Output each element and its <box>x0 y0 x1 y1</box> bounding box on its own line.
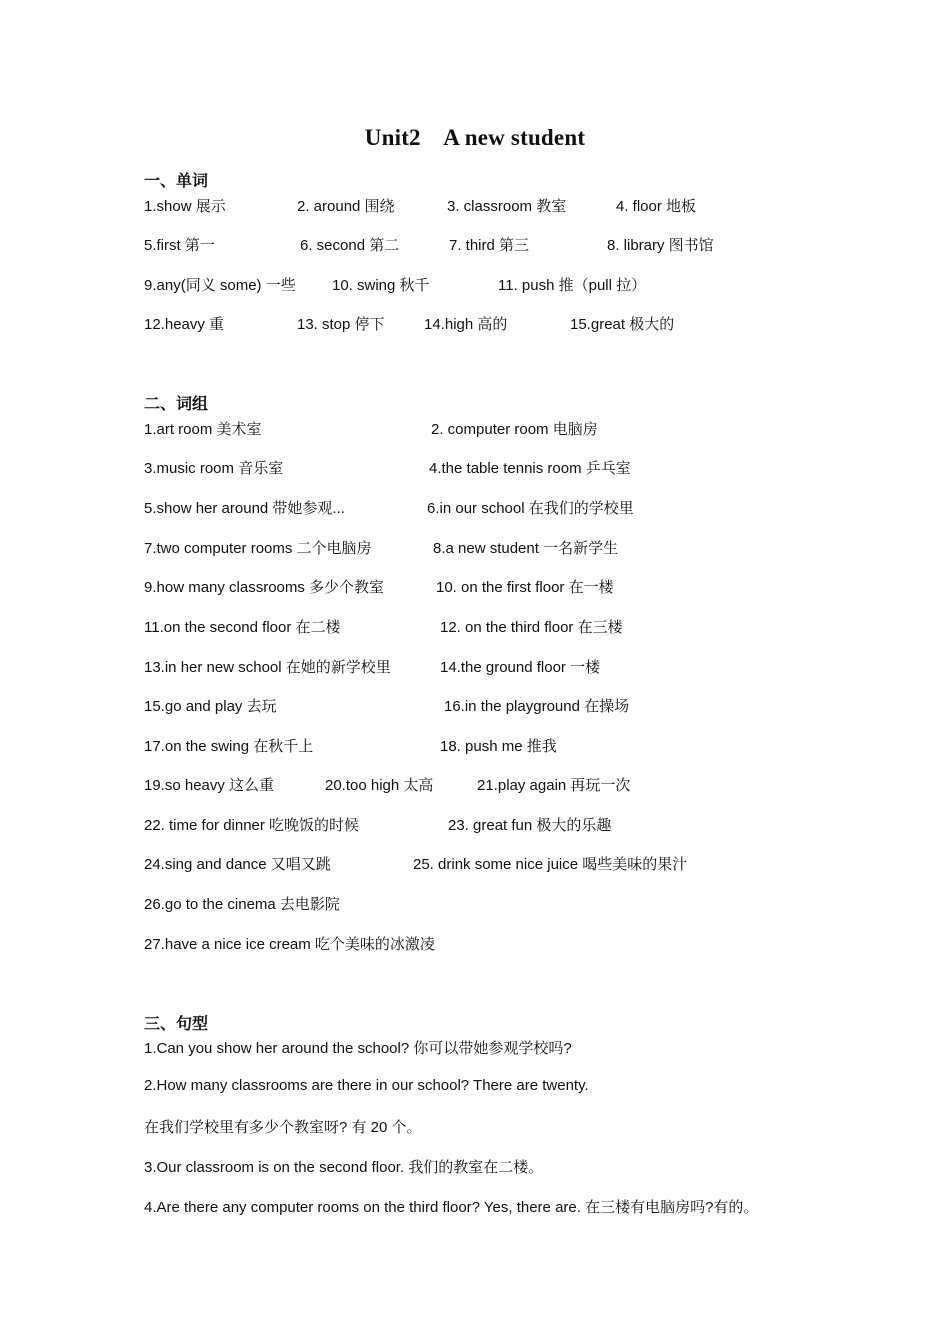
phrase-item: 8.a new student 一名新学生 <box>433 540 619 557</box>
section-heading-sentences: 三、句型 <box>144 1016 209 1033</box>
phrase-item: 12. on the third floor 在三楼 <box>440 619 623 636</box>
section-heading-words: 一、单词 <box>144 173 209 190</box>
phrase-item: 23. great fun 极大的乐趣 <box>448 817 612 834</box>
phrase-item: 2. computer room 电脑房 <box>431 421 598 438</box>
phrase-item: 18. push me 推我 <box>440 738 557 755</box>
phrase-item: 15.go and play 去玩 <box>144 698 277 715</box>
word-item: 1.show 展示 <box>144 198 226 215</box>
phrase-item: 20.too high 太高 <box>325 777 434 794</box>
word-item: 3. classroom 教室 <box>447 198 567 215</box>
phrase-item: 21.play again 再玩一次 <box>477 777 631 794</box>
sentence-item: 在我们学校里有多少个教室呀? 有 20 个。 <box>144 1119 422 1136</box>
phrase-item: 22. time for dinner 吃晚饭的时候 <box>144 817 360 834</box>
sentence-item: 3.Our classroom is on the second floor. 我们的教室在二楼。 <box>144 1159 544 1176</box>
sentence-item: 2.How many classrooms are there in our school? There are twenty. <box>144 1077 589 1094</box>
phrase-item: 26.go to the cinema 去电影院 <box>144 896 340 913</box>
word-item: 15.great 极大的 <box>570 316 675 333</box>
phrase-item: 4.the table tennis room 乒乓室 <box>429 460 631 477</box>
phrase-item: 10. on the first floor 在一楼 <box>436 579 614 596</box>
word-item: 12.heavy 重 <box>144 316 225 333</box>
phrase-item: 11.on the second floor 在二楼 <box>144 619 341 636</box>
phrase-item: 3.music room 音乐室 <box>144 460 284 477</box>
phrase-item: 16.in the playground 在操场 <box>444 698 630 715</box>
word-item: 6. second 第二 <box>300 237 400 254</box>
sentence-item: 1.Can you show her around the school? 你可以带她参观学校吗? <box>144 1040 572 1057</box>
word-item: 9.any(同义 some) 一些 <box>144 277 296 294</box>
section-heading-phrases: 二、词组 <box>144 396 209 413</box>
phrase-item: 14.the ground floor 一楼 <box>440 659 601 676</box>
word-item: 4. floor 地板 <box>616 198 697 215</box>
word-item: 5.first 第一 <box>144 237 215 254</box>
phrase-item: 6.in our school 在我们的学校里 <box>427 500 634 517</box>
phrase-item: 7.two computer rooms 二个电脑房 <box>144 540 372 557</box>
word-item: 10. swing 秋千 <box>332 277 430 294</box>
word-item: 13. stop 停下 <box>297 316 385 333</box>
phrase-item: 9.how many classrooms 多少个教室 <box>144 579 385 596</box>
word-item: 7. third 第三 <box>449 237 530 254</box>
phrase-item: 24.sing and dance 又唱又跳 <box>144 856 331 873</box>
phrase-item: 17.on the swing 在秋千上 <box>144 738 314 755</box>
phrase-item: 5.show her around 带她参观... <box>144 500 345 517</box>
phrase-item: 27.have a nice ice cream 吃个美味的冰激凌 <box>144 936 435 953</box>
phrase-item: 25. drink some nice juice 喝些美味的果汁 <box>413 856 688 873</box>
page-title: Unit2 A new student <box>364 125 586 150</box>
word-item: 11. push 推（pull 拉） <box>498 277 647 294</box>
word-item: 14.high 高的 <box>424 316 508 333</box>
sentence-item: 4.Are there any computer rooms on the third floor? Yes, there are. 在三楼有电脑房吗?有的。 <box>144 1199 759 1216</box>
word-item: 2. around 围绕 <box>297 198 395 215</box>
phrase-item: 13.in her new school 在她的新学校里 <box>144 659 391 676</box>
phrase-item: 1.art room 美术室 <box>144 421 262 438</box>
word-item: 8. library 图书馆 <box>607 237 714 254</box>
phrase-item: 19.so heavy 这么重 <box>144 777 275 794</box>
